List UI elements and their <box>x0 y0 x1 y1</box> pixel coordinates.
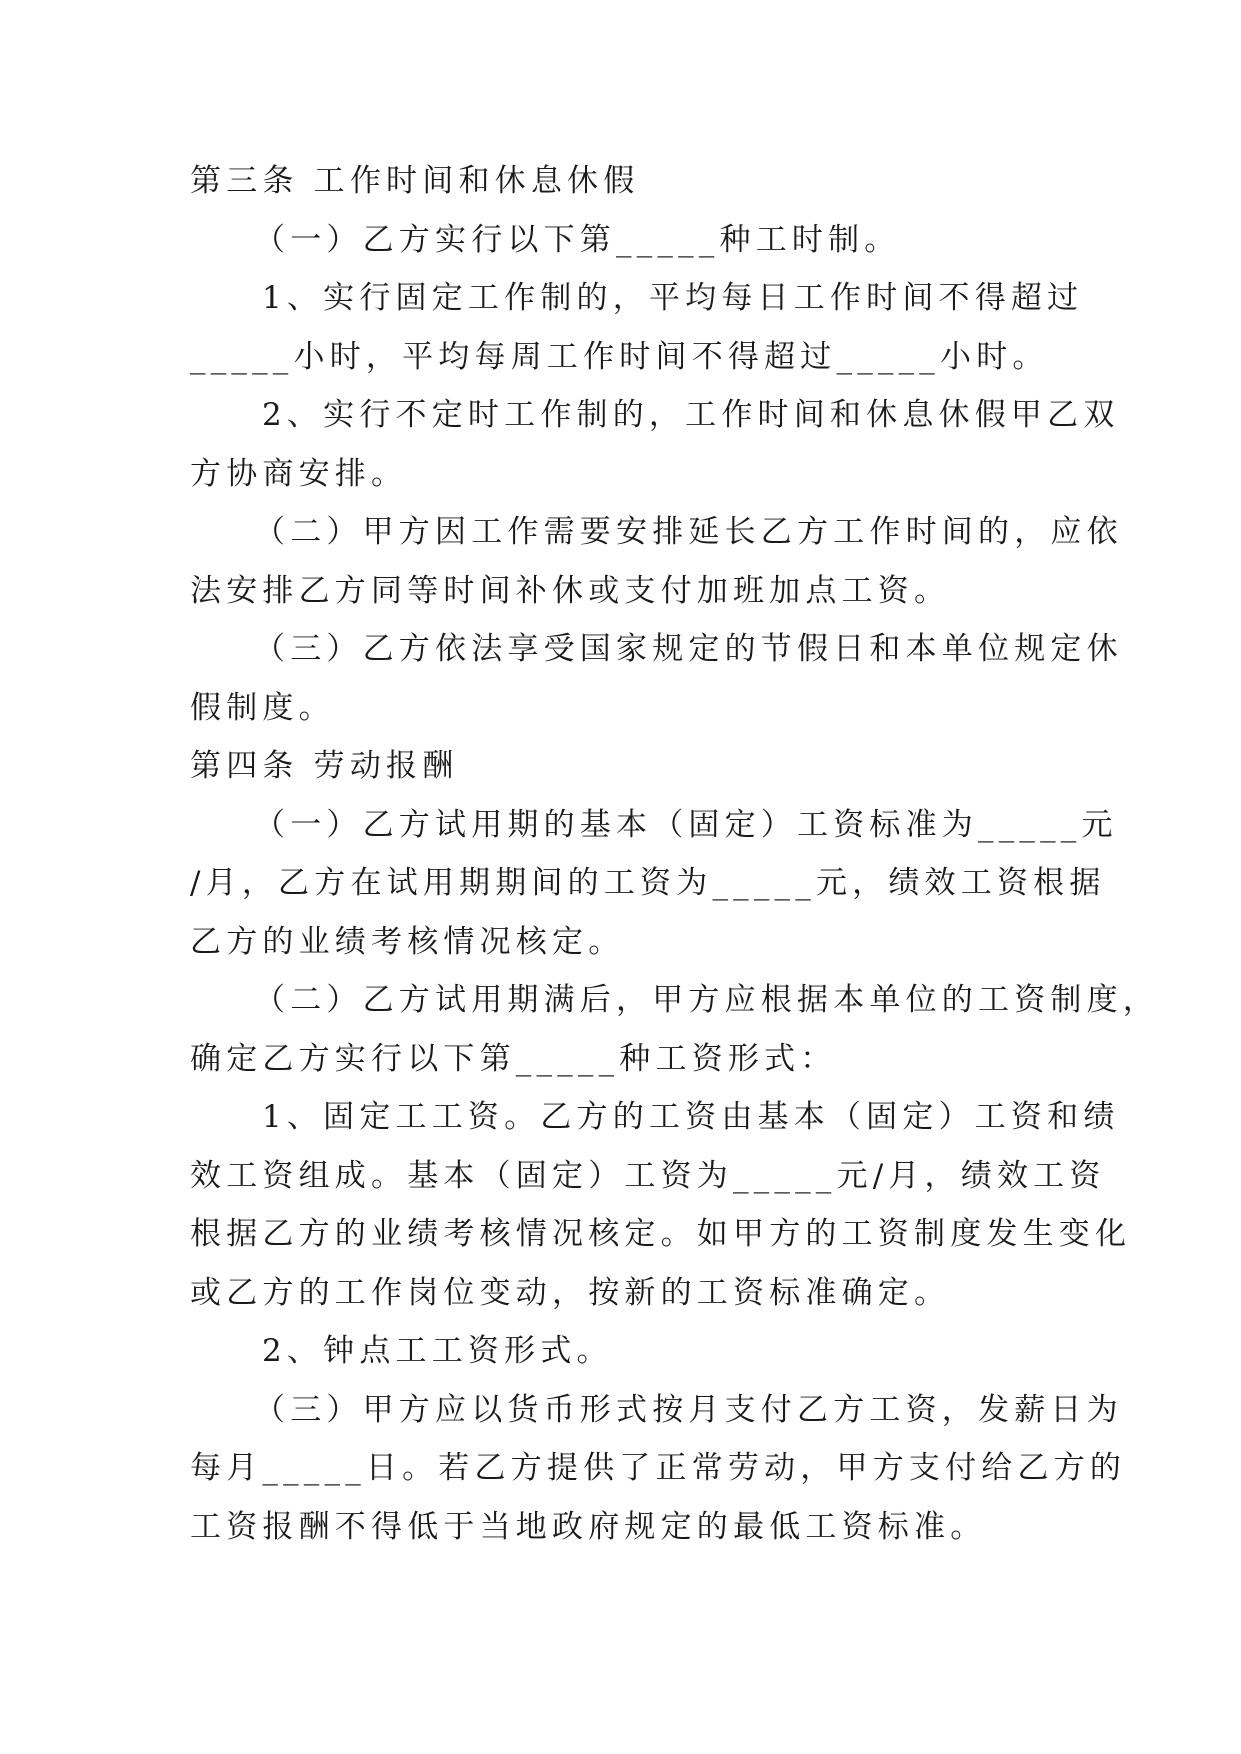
article-4-heading: 第四条 劳动报酬 <box>190 748 459 784</box>
paragraph-line: 每月_____日。若乙方提供了正常劳动，甲方支付给乙方的 <box>190 1450 1127 1486</box>
paragraph-line: （三）乙方依法享受国家规定的节假日和本单位规定休 <box>254 631 1123 667</box>
paragraph-line: 效工资组成。基本（固定）工资为_____元/月，绩效工资 <box>190 1157 1106 1194</box>
paragraph-line: （二）乙方试用期满后，甲方应根据本单位的工资制度， <box>254 982 1159 1018</box>
paragraph-line: _____小时，平均每周工作时间不得超过_____小时。 <box>190 338 1049 375</box>
paragraph-line: 2、钟点工工资形式。 <box>262 1333 613 1369</box>
paragraph-line: 假制度。 <box>190 689 335 726</box>
paragraph-line: 乙方的业绩考核情况核定。 <box>190 923 625 960</box>
paragraph-line: 2、实行不定时工作制的，工作时间和休息休假甲乙双 <box>262 397 1120 433</box>
paragraph-line: 工资报酬不得低于当地政府规定的最低工资标准。 <box>190 1508 987 1545</box>
paragraph-line: （一）乙方试用期的基本（固定）工资标准为_____元 <box>254 806 1118 843</box>
paragraph-line: 1、实行固定工作制的，平均每日工作时间不得超过 <box>262 280 1084 316</box>
paragraph-line: 法安排乙方同等时间补休或支付加班加点工资。 <box>190 572 951 609</box>
paragraph-line: 方协商安排。 <box>190 455 408 492</box>
article-3-heading: 第三条 工作时间和休息休假 <box>190 163 640 199</box>
paragraph-line: 1、固定工工资。乙方的工资由基本（固定）工资和绩 <box>262 1099 1120 1135</box>
document-body <box>190 152 1159 1556</box>
paragraph-line: 根据乙方的业绩考核情况核定。如甲方的工资制度发生变化 <box>190 1216 1132 1252</box>
paragraph-line: （三）甲方应以货币形式按月支付乙方工资，发薪日为 <box>254 1391 1123 1428</box>
paragraph-line: 或乙方的工作岗位变动，按新的工资标准确定。 <box>190 1274 951 1311</box>
paragraph-line: 确定乙方实行以下第_____种工资形式： <box>190 1040 837 1077</box>
paragraph-line: /月，乙方在试用期期间的工资为_____元，绩效工资根据 <box>190 865 1106 901</box>
paragraph-line: （一）乙方实行以下第_____种工时制。 <box>254 221 901 258</box>
paragraph-line: （二）甲方因工作需要安排延长乙方工作时间的，应依 <box>254 514 1123 550</box>
